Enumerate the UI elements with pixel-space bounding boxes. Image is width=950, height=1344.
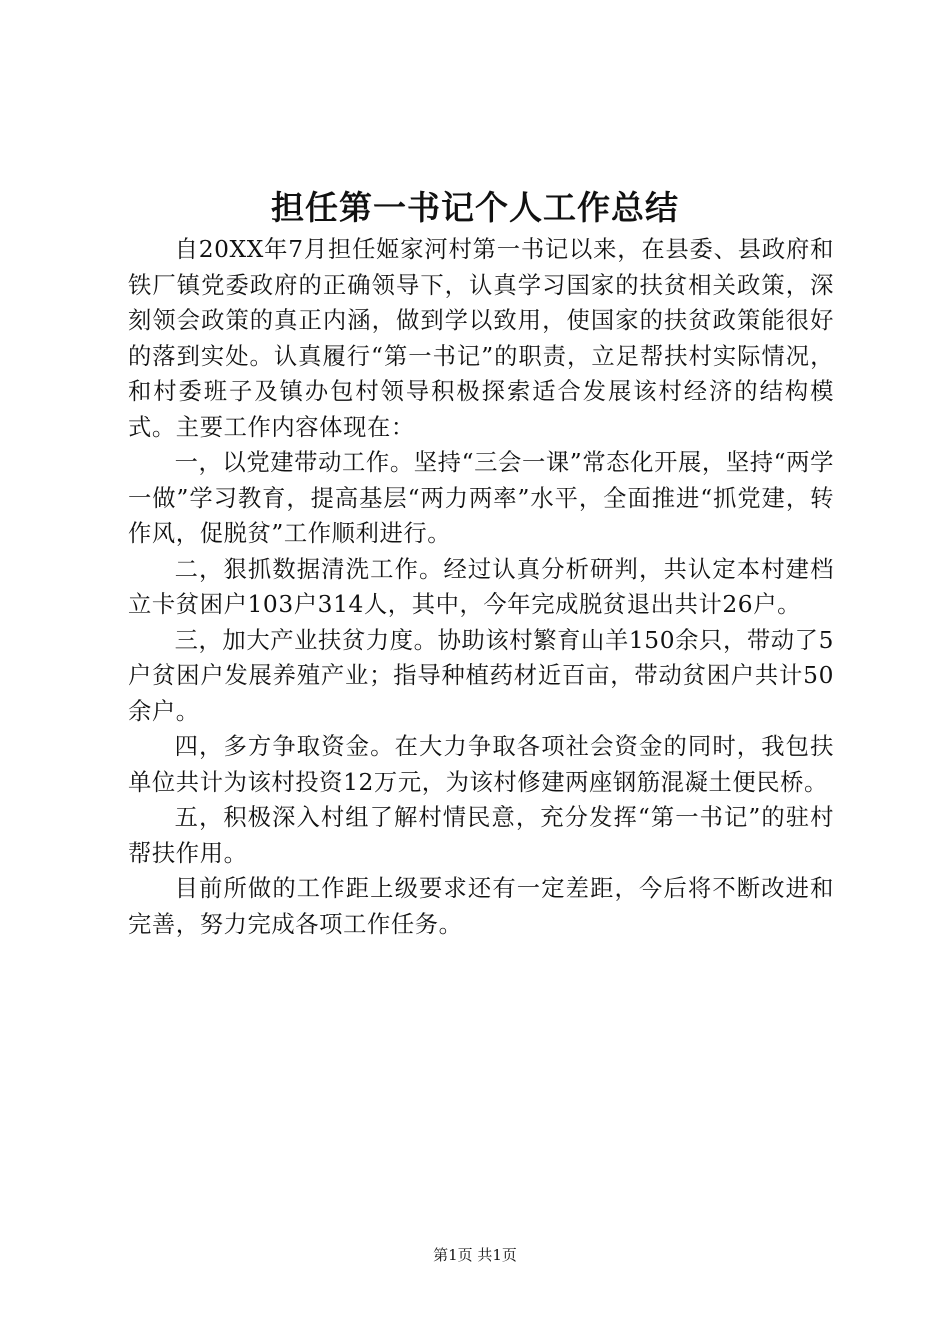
paragraph-item-4: 四，多方争取资金。在大力争取各项社会资金的同时，我包扶单位共计为该村投资12万元，为该村修建两座钢筋混凝土便民桥。 xyxy=(128,733,834,796)
paragraph-conclusion: 目前所做的工作距上级要求还有一定差距，今后将不断改进和完善，努力完成各项工作任务。 xyxy=(128,875,834,938)
paragraph-item-5: 五，积极深入村组了解村情民意，充分发挥“第一书记”的驻村帮扶作用。 xyxy=(128,804,834,867)
document-title: 担任第一书记个人工作总结 xyxy=(271,188,679,227)
page-footer: 第1页 共1页 xyxy=(433,1246,517,1264)
paragraph-item-3: 三，加大产业扶贫力度。协助该村繁育山羊150余只，带动了5户贫困户发展养殖产业；指导种植药材近百亩，带动贫困户共计50余户。 xyxy=(128,626,834,725)
paragraph-intro: 自20XX年7月担任姬家河村第一书记以来，在县委、县政府和铁厂镇党委政府的正确领导下，认真学习国家的扶贫相关政策，深刻领会政策的真正内涵，做到学以致用，使国家的扶贫政策能很好的落到实处。认真履行“第一书记”的职责，立足帮扶村实际情况，和村委班子及镇办包村领导积极探索适合发展该村经济的结构模式。主要工作内容体现在： xyxy=(128,236,834,441)
paragraph-item-1: 一，以党建带动工作。坚持“三会一课”常态化开展，坚持“两学一做”学习教育，提高基层“两力两率”水平，全面推进“抓党建，转作风，促脱贫”工作顺利进行。 xyxy=(128,449,834,547)
paragraph-item-2: 二，狠抓数据清洗工作。经过认真分析研判，共认定本村建档立卡贫困户103户314人，其中，今年完成脱贫退出共计26户。 xyxy=(128,555,834,618)
document-body xyxy=(128,232,834,942)
